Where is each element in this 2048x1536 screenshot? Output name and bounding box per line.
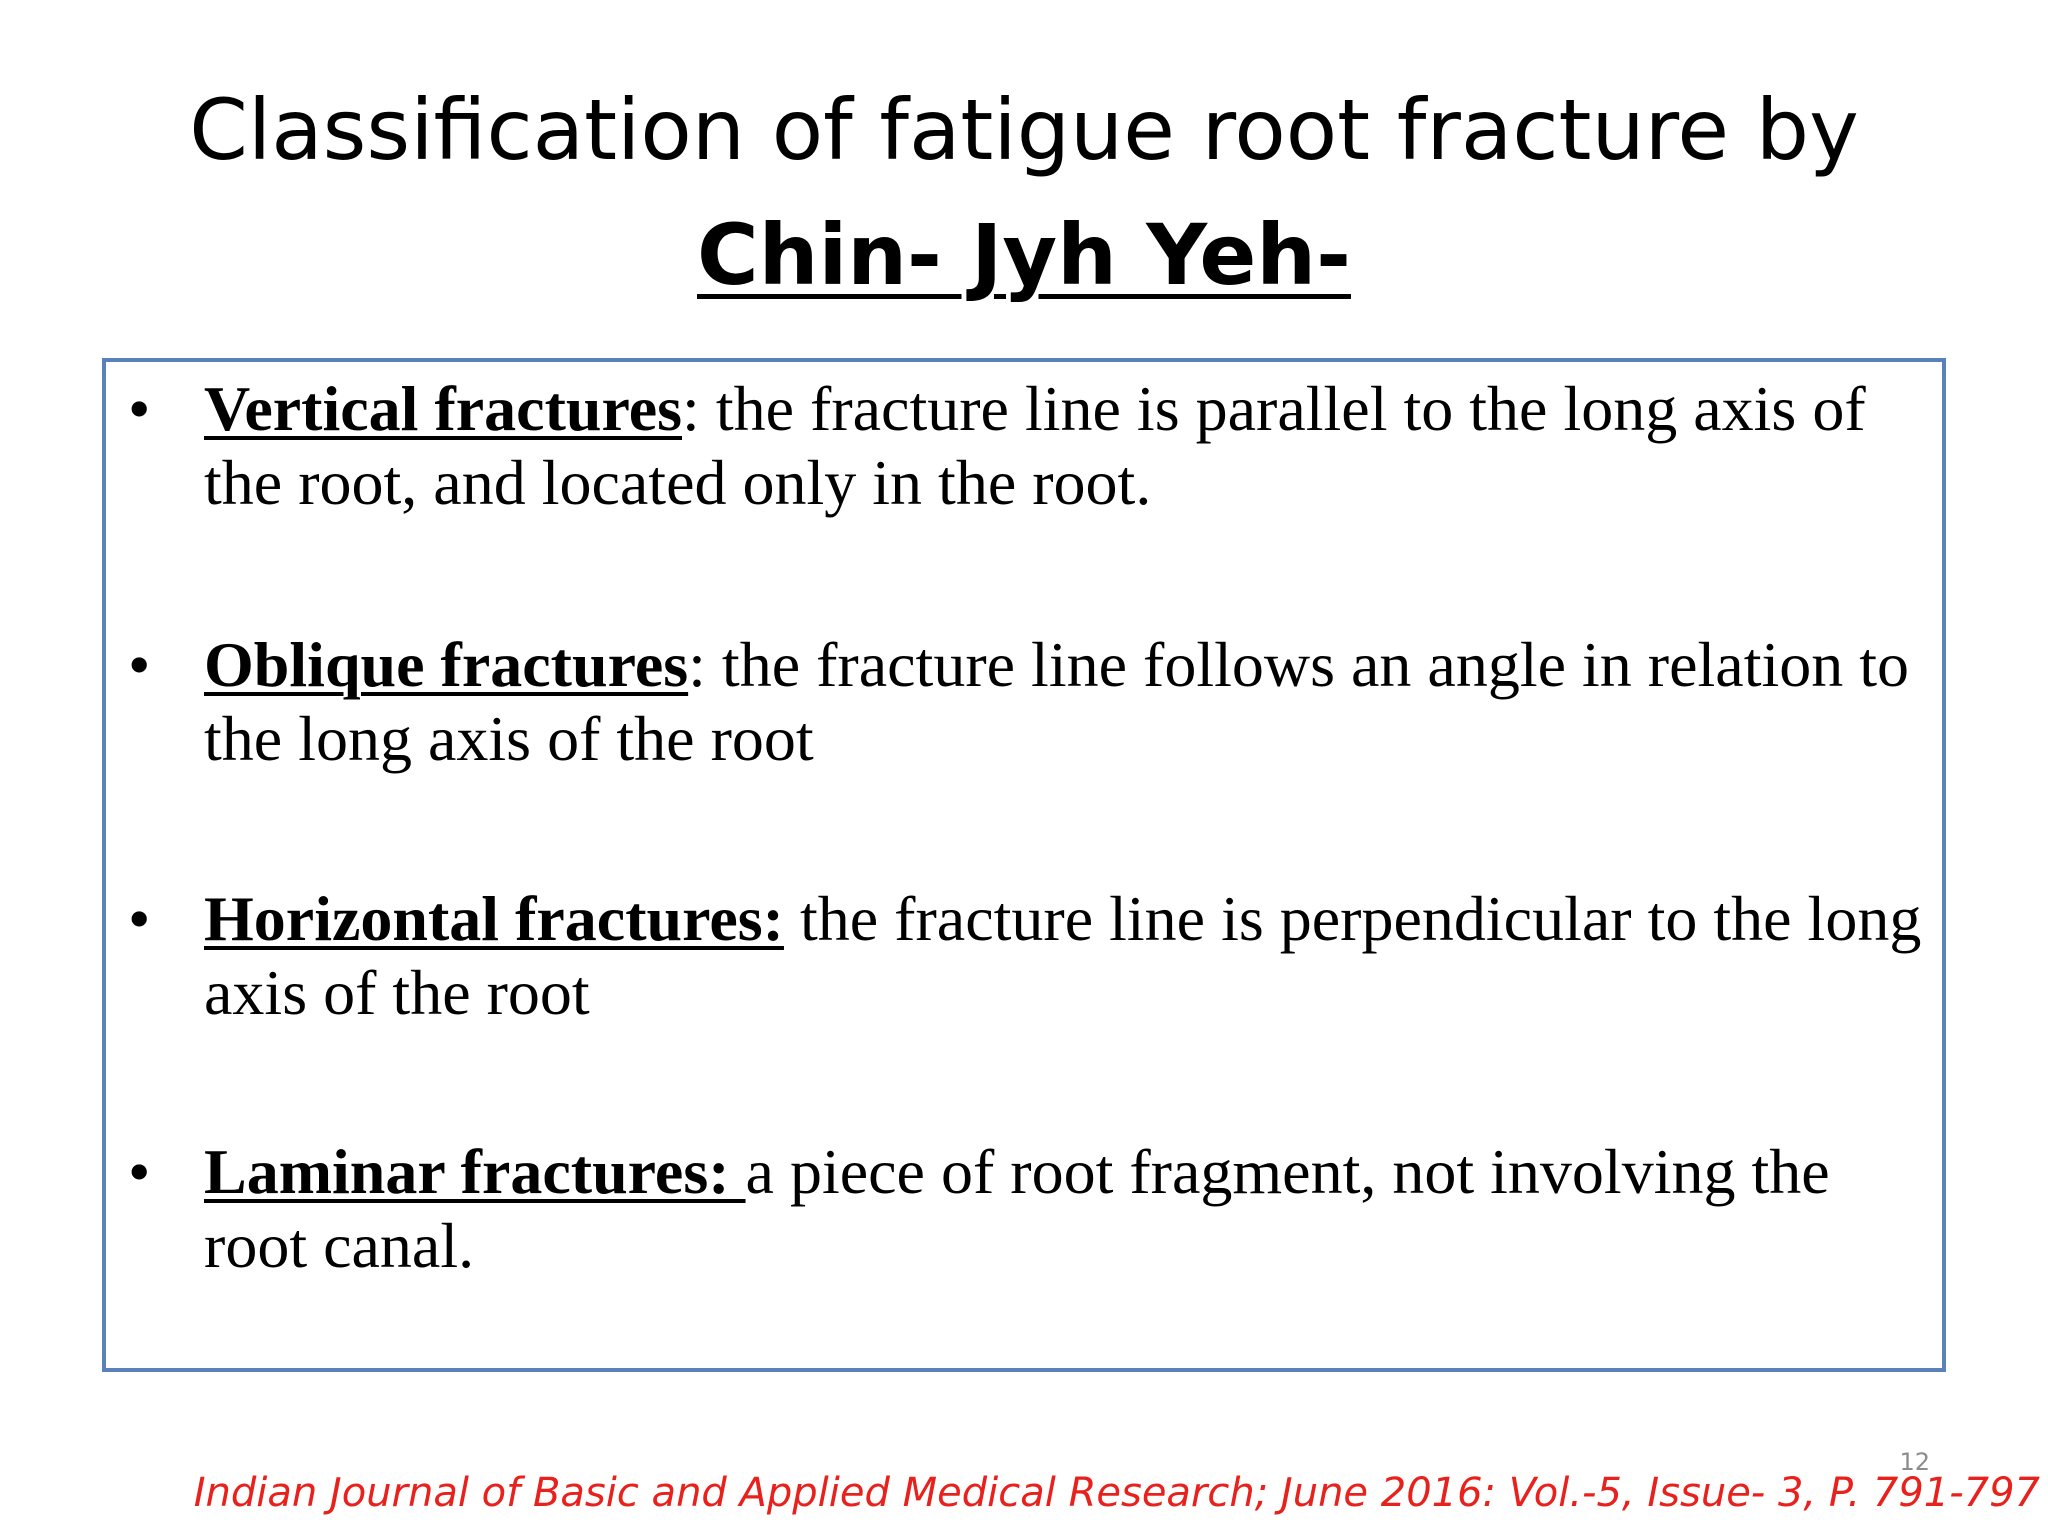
bullet-vertical-fractures bbox=[128, 372, 1924, 520]
bullet-text: a piece of root fragment, not involving the root canal. bbox=[204, 1136, 1830, 1281]
slide-title: Classification of fatigue root fracture by bbox=[189, 81, 1859, 179]
slide-title-author bbox=[0, 205, 2048, 305]
bullet-term: Vertical fractures bbox=[204, 373, 683, 444]
bullet-horizontal-fractures bbox=[128, 882, 1924, 1030]
bullet-term: Laminar fractures: bbox=[204, 1136, 746, 1207]
bullet-dot-icon: • bbox=[128, 883, 151, 954]
content-box bbox=[102, 358, 1946, 1372]
page-number: 12 bbox=[1899, 1448, 1930, 1476]
bullet-dot-icon: • bbox=[128, 373, 151, 444]
bullet-dot-icon: • bbox=[128, 629, 151, 700]
bullet-oblique-fractures bbox=[128, 628, 1924, 776]
bullet-term: Horizontal fractures: bbox=[204, 883, 784, 954]
bullet-text: the fracture line is perpendicular to the long axis of the root bbox=[204, 883, 1922, 1028]
bullet-text: : the fracture line follows an angle in relation to the long axis of the root bbox=[204, 629, 1910, 774]
bullet-dot-icon: • bbox=[128, 1136, 151, 1207]
bullet-text: : the fracture line is parallel to the long axis of the root, and located only in the root. bbox=[204, 373, 1866, 518]
bullet-term: Oblique fractures bbox=[204, 629, 689, 700]
bullet-laminar-fractures bbox=[128, 1135, 1924, 1283]
citation: Indian Journal of Basic and Applied Medical Research; June 2016: Vol.-5, Issue- 3, P. 791-797 bbox=[193, 1470, 2040, 1516]
author-name: Chin- Jyh Yeh- bbox=[697, 206, 1351, 304]
